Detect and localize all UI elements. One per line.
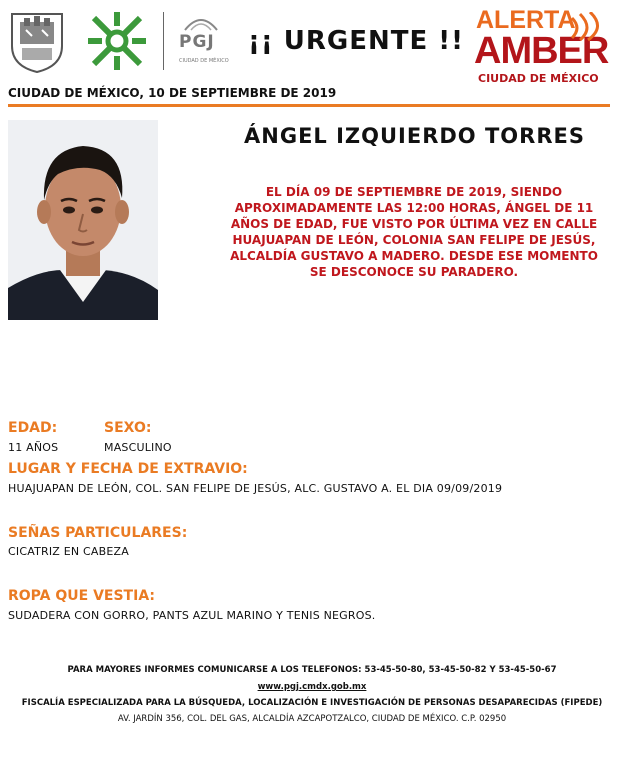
header-divider [8,104,610,107]
disappearance-narrative: EL DÍA 09 DE SEPTIEMBRE DE 2019, SIENDO APROXIMADAMENTE LAS 12:00 HORAS, ÁNGEL DE 11 AÑOS DE EDAD, FUE VISTO POR ÚLTIMA VEZ EN CALLE HUAJUAPAN DE LEÓN, COLONIA SAN FELIPE DE JESÚS, ALCALDÍA GUSTAVO A MADERO. DESDE ESE MOMENTO SE DESCONOCE SU PARADERO. [230,185,598,279]
pgj-logo [175,14,230,70]
urgent-title: ¡¡ URGENTE !! [248,26,465,56]
age-label: EDAD: [8,420,58,436]
person-photo [8,120,158,320]
pgj-logo-text: PGJ [179,32,215,52]
amber-logo-city: CIUDAD DE MÉXICO [478,72,599,85]
sex-label: SEXO: [104,420,152,436]
cdmx-shield-icon [8,10,66,74]
distinguishing-marks-value: CICATRIZ EN CABEZA [8,545,129,558]
distinguishing-marks-label: SEÑAS PARTICULARES: [8,525,188,541]
agency-name: FISCALÍA ESPECIALIZADA PARA LA BÚSQUEDA, LOCALIZACIÓN E INVESTIGACIÓN DE PERSONAS DESAPARECIDAS (FIPEDE) [21,698,603,708]
cdmx-logo-icon [82,6,152,76]
person-name: ÁNGEL IZQUIERDO TORRES [244,124,585,148]
signal-waves-icon [568,12,608,42]
place-date-label: LUGAR Y FECHA DE EXTRAVIO: [8,461,248,477]
sex-value: MASCULINO [104,441,172,454]
amber-logo-alerta: ALERTA [476,6,576,34]
date-line: CIUDAD DE MÉXICO, 10 DE SEPTIEMBRE DE 2019 [8,86,337,100]
place-date-value: HUAJUAPAN DE LEÓN, COL. SAN FELIPE DE JESÚS, ALC. GUSTAVO A. EL DIA 09/09/2019 [8,482,503,495]
clothing-value: SUDADERA CON GORRO, PANTS AZUL MARINO Y TENIS NEGROS. [8,609,376,622]
pgj-logo-subtitle: CIUDAD DE MÉXICO [179,58,229,64]
age-value: 11 AÑOS [8,441,59,454]
logo-divider [163,12,164,70]
pgj-arc-icon [183,14,219,32]
agency-address: AV. JARDÍN 356, COL. DEL GAS, ALCALDÍA AZCAPOTZALCO, CIUDAD DE MÉXICO. C.P. 02950 [117,714,507,724]
clothing-label: ROPA QUE VESTIA: [8,588,156,604]
website-link[interactable]: www.pgj.cmdx.gob.mx [257,682,367,692]
contact-phones: PARA MAYORES INFORMES COMUNICARSE A LOS TELEFONOS: 53-45-50-80, 53-45-50-82 Y 53-45-50-67 [67,665,557,675]
amber-logo-amber: AMBER [474,30,609,72]
